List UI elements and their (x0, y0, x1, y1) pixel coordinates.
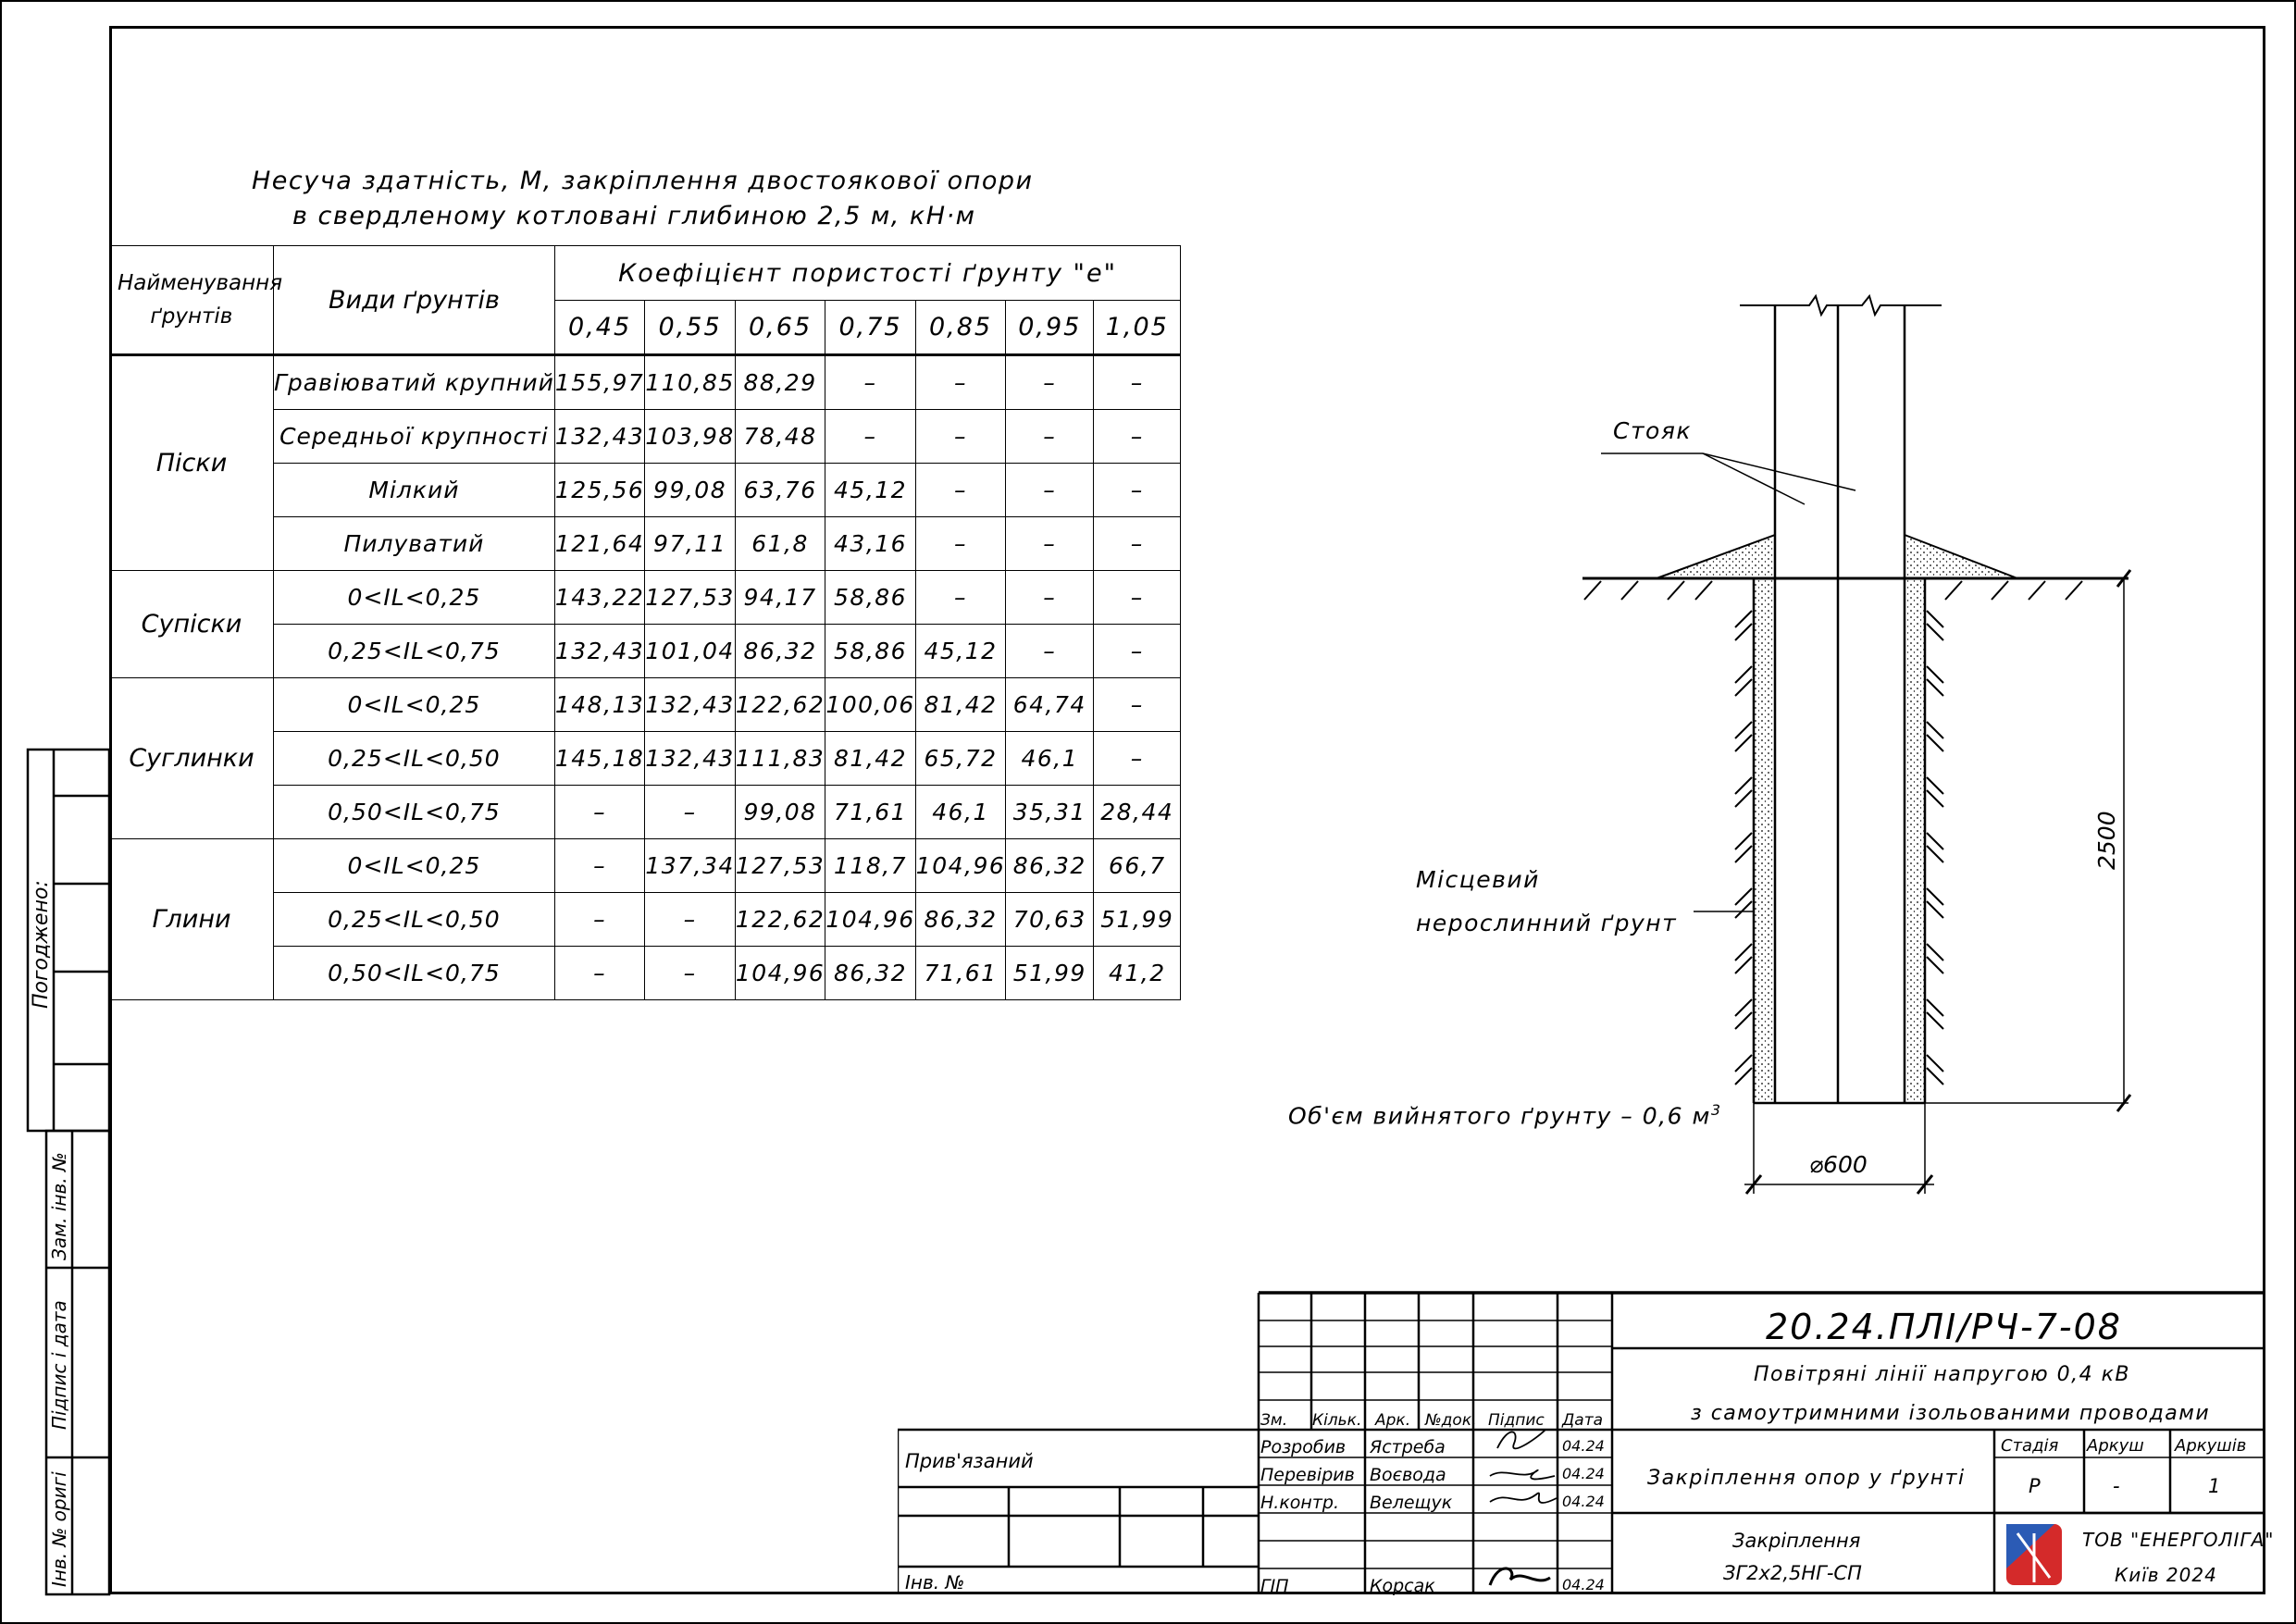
capacity-value: – (1006, 410, 1094, 464)
header-coef: 0,65 (735, 301, 825, 355)
capacity-value: 46,1 (915, 786, 1005, 839)
tb-col-header: №док. (1425, 1411, 1477, 1430)
capacity-value: 100,06 (825, 678, 915, 732)
capacity-value: 127,53 (645, 571, 735, 625)
sheet-label: Аркуш (2087, 1436, 2144, 1456)
tb-col-header: Зм. (1260, 1411, 1288, 1430)
soil-type: 0,50<IL<0,75 (274, 786, 555, 839)
capacity-value: 118,7 (825, 839, 915, 893)
sheet-title: Закріплення опор у ґрунті (1647, 1467, 1966, 1490)
staff-role: Н.контр. (1260, 1493, 1340, 1513)
capacity-value: 45,12 (915, 625, 1005, 678)
capacity-value: 64,74 (1006, 678, 1094, 732)
capacity-value: 70,63 (1006, 893, 1094, 947)
capacity-value: – (1094, 732, 1181, 786)
capacity-value: – (1006, 571, 1094, 625)
capacity-value: – (915, 517, 1005, 571)
capacity-value: – (554, 786, 644, 839)
soil-type: 0<IL<0,25 (274, 839, 555, 893)
capacity-value: 99,08 (645, 464, 735, 517)
capacity-value: 46,1 (1006, 732, 1094, 786)
soil-group-name: Суглинки (110, 678, 274, 839)
doc-code: 20.24.ПЛІ/РЧ-7-08 (1766, 1307, 2122, 1347)
capacity-value: – (645, 947, 735, 1000)
capacity-value: 35,31 (1006, 786, 1094, 839)
tb-col-header: Підпис (1488, 1411, 1545, 1430)
staff-role: ГІП (1260, 1576, 1289, 1596)
staff-name: Ястреба (1370, 1437, 1446, 1457)
soil-type: Гравіюватий крупний (274, 355, 555, 410)
table-row (110, 571, 1181, 625)
capacity-value: 81,42 (915, 678, 1005, 732)
capacity-value: 45,12 (825, 464, 915, 517)
staff-name: Велещук (1370, 1493, 1453, 1513)
tb-col-header: Дата (1562, 1411, 1604, 1430)
capacity-value: 86,32 (735, 625, 825, 678)
capacity-value: – (1094, 355, 1181, 410)
header-coef: 0,75 (825, 301, 915, 355)
dim-diameter: ⌀600 (1809, 1151, 1868, 1178)
soil-group-name: Супіски (110, 571, 274, 678)
stamp-sign-date: Підпис і дата (48, 1300, 70, 1430)
foundation-drawing (1527, 259, 2175, 1221)
staff-date: 04.24 (1562, 1437, 1605, 1455)
capacity-value: – (645, 893, 735, 947)
capacity-value: 143,22 (554, 571, 644, 625)
label-soil-1: Місцевий (1416, 866, 1540, 893)
capacity-value: – (915, 355, 1005, 410)
soil-group-name: Піски (110, 355, 274, 571)
capacity-value: – (825, 355, 915, 410)
capacity-value: – (1094, 571, 1181, 625)
capacity-value: – (1006, 464, 1094, 517)
dim-depth: 2500 (2093, 811, 2120, 870)
inv-no-label: Інв. № (905, 1571, 965, 1593)
capacity-value: 127,53 (735, 839, 825, 893)
soil-type: 0<IL<0,25 (274, 678, 555, 732)
capacity-value: 86,32 (915, 893, 1005, 947)
capacity-value: 78,48 (735, 410, 825, 464)
header-coef: 0,85 (915, 301, 1005, 355)
capacity-value: – (1006, 517, 1094, 571)
capacity-value: 132,43 (645, 732, 735, 786)
capacity-value: – (1094, 410, 1181, 464)
sheets-value: 1 (2208, 1475, 2221, 1497)
capacity-value: 51,99 (1006, 947, 1094, 1000)
capacity-value: – (915, 410, 1005, 464)
capacity-value: 132,43 (554, 625, 644, 678)
soil-type: Середньої крупності (274, 410, 555, 464)
label-soil-2: нерослинний ґрунт (1416, 910, 1678, 936)
capacity-value: 58,86 (825, 625, 915, 678)
capacity-value: 104,96 (915, 839, 1005, 893)
capacity-value: 145,18 (554, 732, 644, 786)
capacity-value: 58,86 (825, 571, 915, 625)
drawing-name-1: Закріплення (1732, 1530, 1861, 1552)
staff-name: Корсак (1370, 1576, 1435, 1596)
table-row (110, 678, 1181, 732)
capacity-value: 104,96 (735, 947, 825, 1000)
capacity-value: – (1094, 678, 1181, 732)
soil-type: Мілкий (274, 464, 555, 517)
capacity-value: – (1006, 355, 1094, 410)
capacity-value: – (1094, 625, 1181, 678)
capacity-value: 132,43 (645, 678, 735, 732)
capacity-value: 71,61 (915, 947, 1005, 1000)
capacity-value: – (1094, 517, 1181, 571)
header-soil-name: Найменування ґрунтів (110, 246, 274, 355)
table-title-line1: Несуча здатність, М, закріплення двостоякової опори (252, 167, 1034, 195)
capacity-value: 41,2 (1094, 947, 1181, 1000)
capacity-value: 66,7 (1094, 839, 1181, 893)
capacity-value: 88,29 (735, 355, 825, 410)
stage-value: Р (2029, 1475, 2041, 1497)
capacity-value: 71,61 (825, 786, 915, 839)
capacity-value: – (554, 893, 644, 947)
capacity-value: – (1006, 625, 1094, 678)
capacity-value: – (1094, 464, 1181, 517)
signature-1 (1497, 1430, 1545, 1448)
stamp-inv-orig: Інв. № оригі (48, 1471, 70, 1587)
company-logo (2006, 1524, 2062, 1585)
capacity-value: 28,44 (1094, 786, 1181, 839)
header-soil-type: Види ґрунтів (274, 246, 555, 355)
capacity-value: 65,72 (915, 732, 1005, 786)
staff-date: 04.24 (1562, 1465, 1605, 1482)
staff-role: Розробив (1260, 1437, 1347, 1457)
signature-3 (1490, 1494, 1557, 1504)
capacity-value: 51,99 (1094, 893, 1181, 947)
city-year: Київ 2024 (2115, 1564, 2217, 1586)
sheet-value: - (2113, 1475, 2120, 1497)
capacity-value: – (825, 410, 915, 464)
capacity-value: 122,62 (735, 678, 825, 732)
capacity-value: 63,76 (735, 464, 825, 517)
capacity-value: 81,42 (825, 732, 915, 786)
capacity-value: 104,96 (825, 893, 915, 947)
soil-type: 0,25<IL<0,75 (274, 625, 555, 678)
capacity-value: – (645, 786, 735, 839)
capacity-value: 121,64 (554, 517, 644, 571)
drawing-name-2: ЗГ2х2,5НГ-СП (1723, 1562, 1862, 1584)
attached-label: Прив'язаний (905, 1450, 1034, 1472)
capacity-value: 94,17 (735, 571, 825, 625)
soil-type: 0,25<IL<0,50 (274, 893, 555, 947)
staff-date: 04.24 (1562, 1493, 1605, 1510)
header-porosity: Коефіцієнт пористості ґрунту "е" (554, 246, 1180, 301)
header-coef: 0,45 (554, 301, 644, 355)
capacity-value: 155,97 (554, 355, 644, 410)
staff-date: 04.24 (1562, 1576, 1605, 1593)
capacity-value: – (554, 947, 644, 1000)
capacity-value: – (554, 839, 644, 893)
capacity-value: 86,32 (825, 947, 915, 1000)
capacity-value: 97,11 (645, 517, 735, 571)
capacity-value: 103,98 (645, 410, 735, 464)
capacity-value: 111,83 (735, 732, 825, 786)
soil-group-name: Глини (110, 839, 274, 1000)
capacity-value: 110,85 (645, 355, 735, 410)
header-coef: 1,05 (1094, 301, 1181, 355)
capacity-value: 148,13 (554, 678, 644, 732)
company-name: ТОВ "ЕНЕРГОЛІГА" (2082, 1529, 2275, 1551)
soil-type: 0,50<IL<0,75 (274, 947, 555, 1000)
soil-type: Пилуватий (274, 517, 555, 571)
bearing-capacity-table (109, 245, 1181, 1000)
capacity-value: 86,32 (1006, 839, 1094, 893)
capacity-value: 132,43 (554, 410, 644, 464)
table-row (110, 839, 1181, 893)
capacity-value: 61,8 (735, 517, 825, 571)
soil-type: 0<IL<0,25 (274, 571, 555, 625)
staff-name: Воєвода (1370, 1465, 1446, 1485)
sheets-label: Аркушів (2175, 1436, 2247, 1456)
signature-4 (1490, 1568, 1550, 1585)
capacity-value: 101,04 (645, 625, 735, 678)
stamp-agreed: Погоджено: (30, 880, 53, 1009)
capacity-value: 125,56 (554, 464, 644, 517)
capacity-value: 122,62 (735, 893, 825, 947)
table-row (110, 355, 1181, 410)
volume-label: Об'єм вийнятого ґрунту – 0,6 $м^3$ (1288, 1101, 1722, 1130)
project-line1: Повітряні лінії напругою 0,4 кВ (1754, 1363, 2130, 1386)
capacity-value: 99,08 (735, 786, 825, 839)
tb-col-header: Арк. (1375, 1411, 1411, 1430)
soil-type: 0,25<IL<0,50 (274, 732, 555, 786)
staff-role: Перевірив (1260, 1465, 1355, 1485)
header-coef: 0,55 (645, 301, 735, 355)
header-coef: 0,95 (1006, 301, 1094, 355)
capacity-value: 43,16 (825, 517, 915, 571)
table-title-line2: в свердленому котловані глибиною 2,5 м, кН·м (292, 202, 976, 230)
stamp-replace-inv: Зам. інв. № (48, 1152, 70, 1260)
tb-col-header: Кільк. (1312, 1411, 1362, 1430)
project-line2: з самоутримними ізольованими проводами (1691, 1402, 2211, 1425)
stage-label: Стадія (2001, 1436, 2059, 1456)
capacity-value: – (915, 571, 1005, 625)
signature-2 (1490, 1470, 1555, 1480)
label-post: Стояк (1613, 417, 1692, 444)
capacity-value: 137,34 (645, 839, 735, 893)
capacity-value: – (915, 464, 1005, 517)
